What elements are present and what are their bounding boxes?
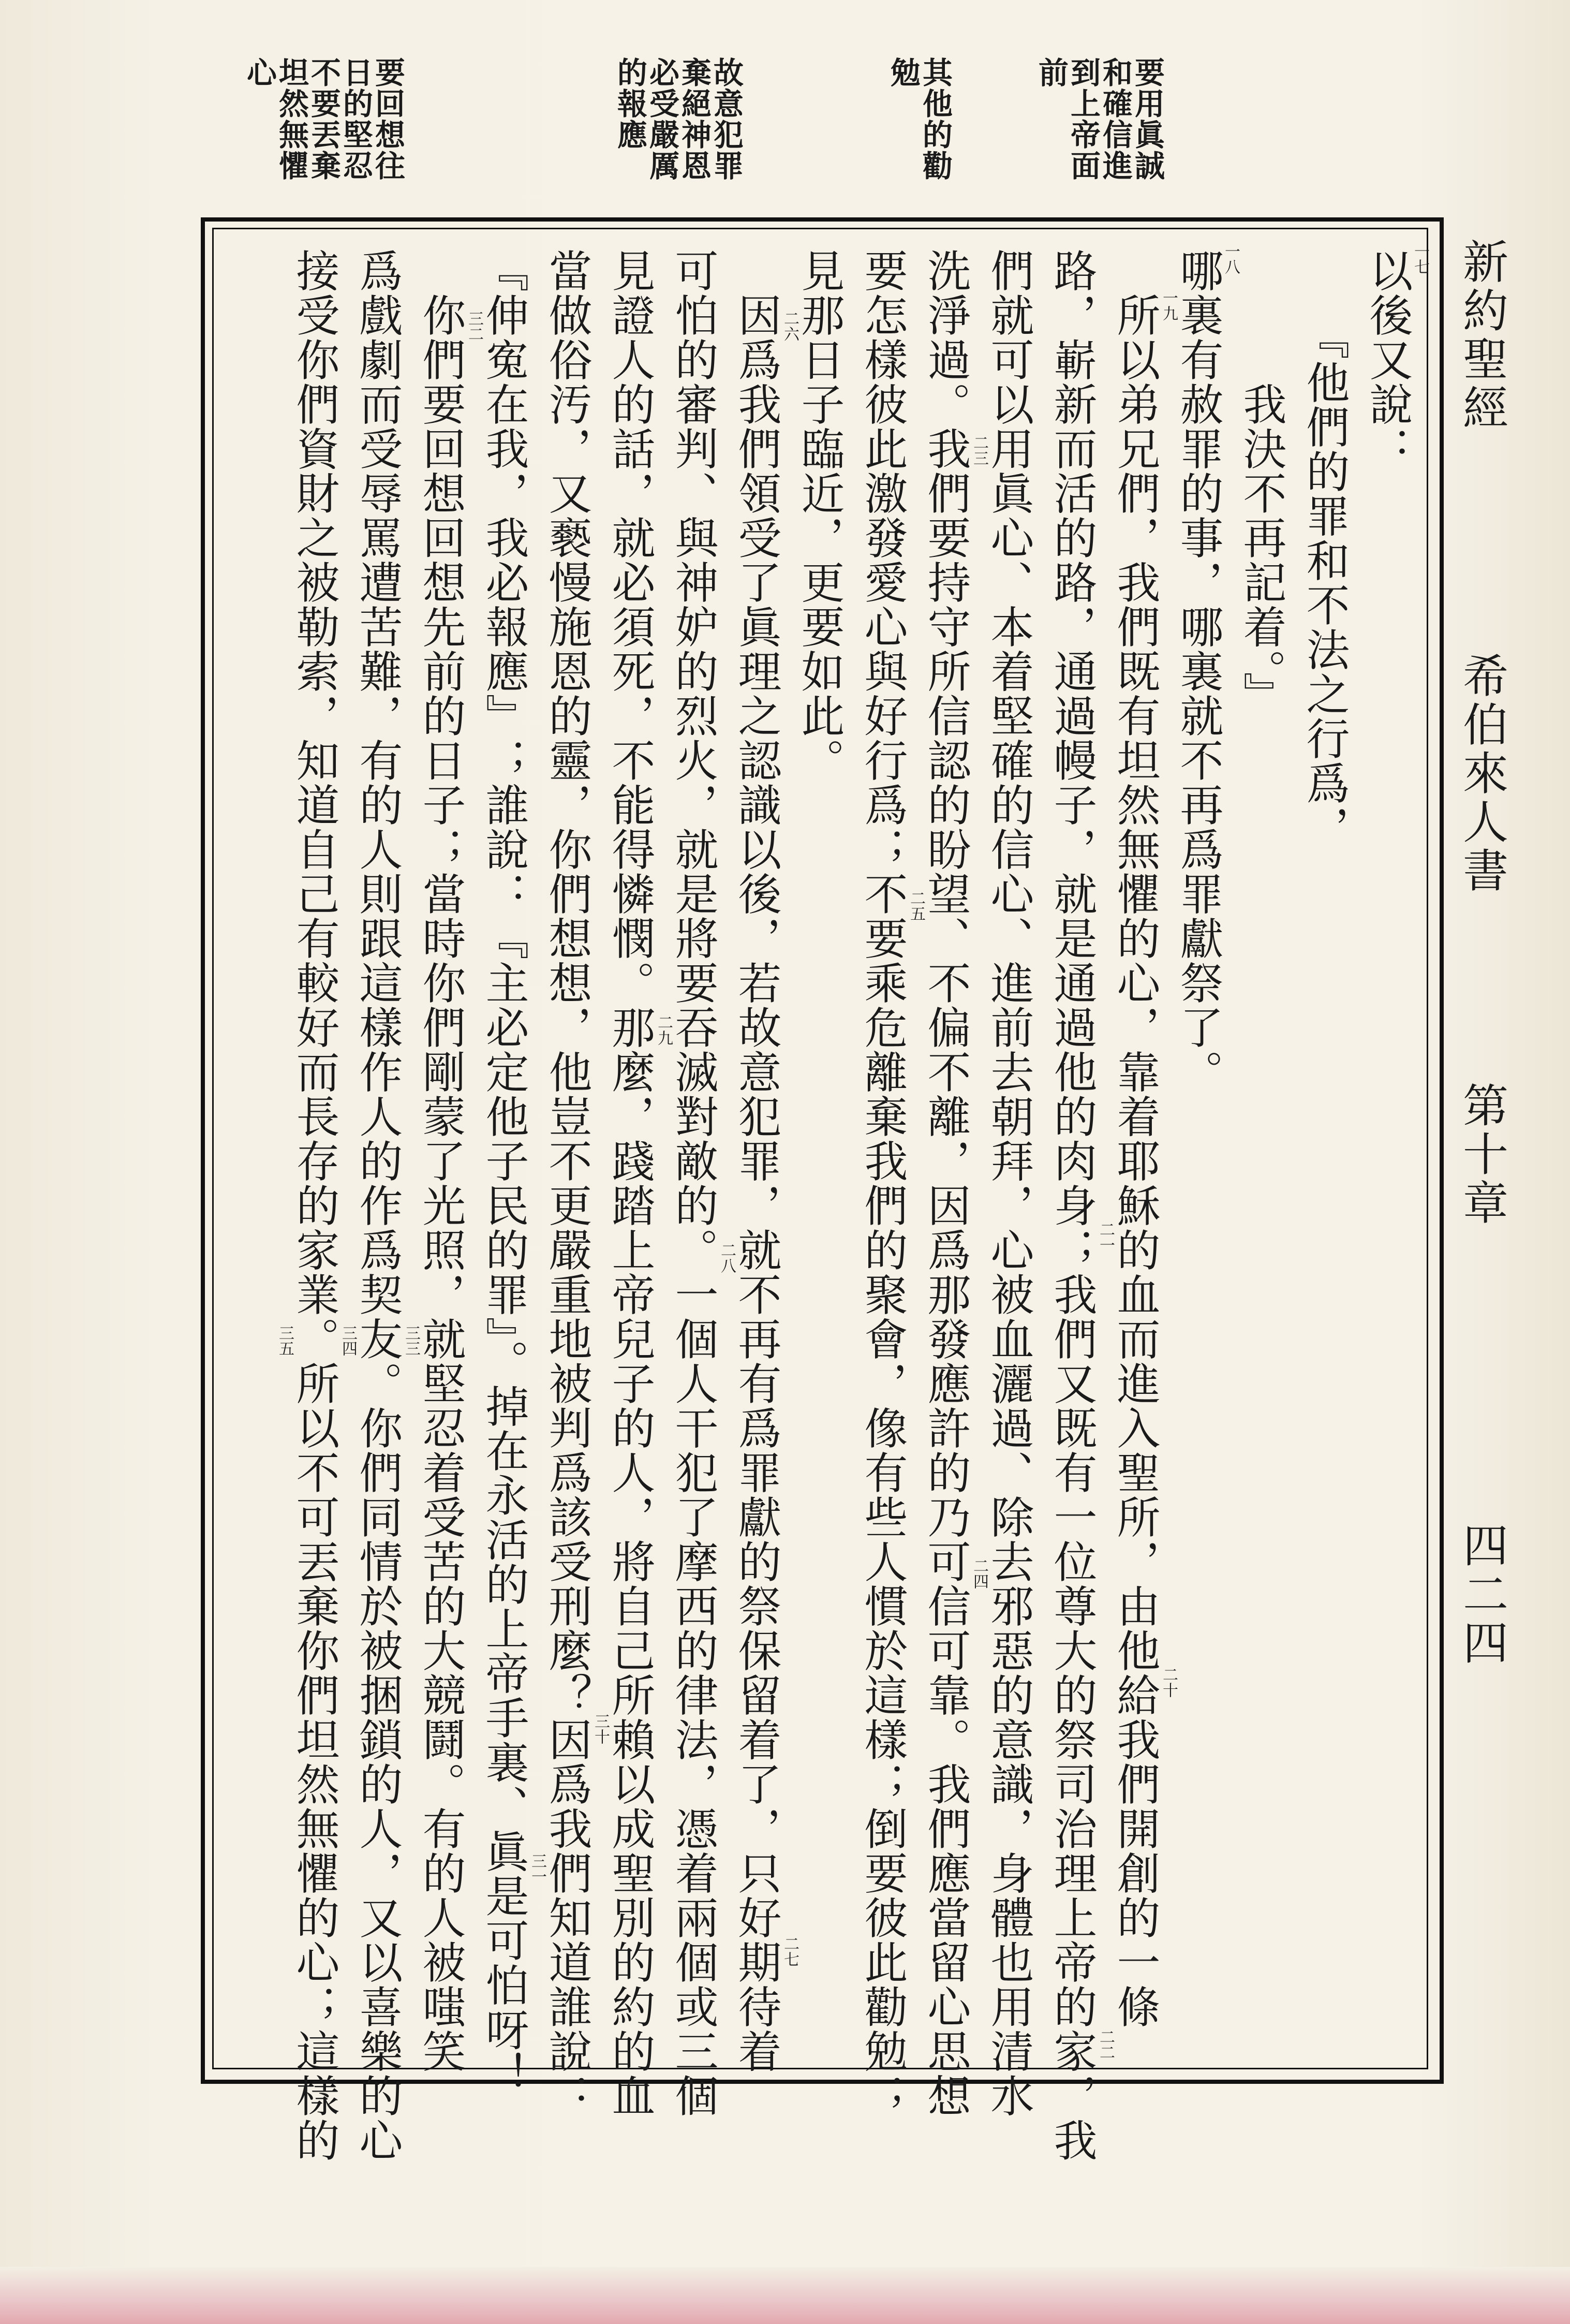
- side-note-line: 心: [242, 57, 277, 88]
- body-column: 路，嶄新而活的路，通過幔子，就是通過他的肉身；我們又既有一位尊大的祭司治理上帝的家，我: [1047, 248, 1098, 2163]
- body-column: 洗淨過。我們要持守所信認的盼望、不偏不離，因爲那發應許的乃可信可靠。我們應當留心思想: [921, 248, 971, 2118]
- side-note-line: 必受嚴厲: [644, 57, 679, 181]
- header-book-title: 新約聖經: [1456, 238, 1509, 433]
- body-column: 見證人的話，就必須死，不能得憐憫。那麼，踐踏上帝兒子的人，將自己所賴以成聖別的約的血: [605, 248, 656, 2118]
- body-column: 見那日子臨近，更要如此。: [794, 248, 845, 783]
- verse-number: 一七: [1411, 243, 1429, 274]
- header-epistle-title: 希伯來人書: [1456, 652, 1509, 895]
- header-chapter: 第十章: [1456, 1082, 1509, 1228]
- body-column: 因爲我們領受了眞理之認識以後，若故意犯罪，就不再有爲罪獻的祭保留着了，只好期待着: [731, 248, 782, 2073]
- verse-number: 一八: [1222, 243, 1240, 274]
- side-note-line: 不要丟棄: [306, 57, 341, 181]
- side-note-line: 的報應: [612, 57, 647, 150]
- side-note-line: 其他的勸: [917, 57, 953, 181]
- side-note-line: 到上帝面: [1065, 57, 1101, 181]
- verse-number: 三五: [276, 1325, 294, 1356]
- body-column: 以後又說：: [1362, 248, 1413, 471]
- verse-number: 二三: [970, 435, 988, 466]
- verse-number: 二一: [1097, 1222, 1115, 1253]
- body-column: 要怎樣彼此激發愛心與好行爲；不要乘危離棄我們的聚會，像有些人慣於這樣；倒要彼此勸勉；: [857, 248, 908, 2118]
- body-column: 『伸寃在我，我必報應』；誰說：『主必定他子民的罪』。掉在永活的上帝手裏、眞是可怕呀！: [479, 248, 529, 2096]
- side-note-line: 棄絕神恩: [676, 57, 712, 181]
- verse-number: 二四: [970, 1558, 988, 1589]
- verse-number: 二十: [1160, 1667, 1178, 1698]
- body-column: 們就可以用眞心、本着堅確的信心、進前去朝拜，心被血灑過、除去邪惡的意識，身體也用清水: [984, 248, 1034, 2118]
- side-note-line: 要回想往: [370, 57, 405, 181]
- body-column: 可怕的審判、與神妒的烈火，就是將要吞滅對敵的。一個人干犯了摩西的律法，憑着兩個或三個: [668, 248, 719, 2118]
- verse-number: 三四: [339, 1325, 357, 1356]
- body-column: 所以弟兄們，我們既有坦然無懼的心，靠着耶穌的血而進入聖所，由他給我們開創的一條: [1110, 248, 1161, 2029]
- header-page-number: 四二四: [1456, 1522, 1509, 1668]
- verse-number: 一九: [1160, 290, 1178, 321]
- verse-number: 二二: [1097, 2029, 1115, 2060]
- verse-number: 二七: [781, 1936, 799, 1967]
- body-column: 你們要回想回想先前的日子；當時你們剛蒙了光照，就堅忍着受苦的大競鬪。有的人被嗤笑: [416, 248, 466, 2073]
- verse-number: 二九: [655, 1014, 673, 1046]
- side-note-line: 勉: [885, 57, 921, 88]
- body-column: 哪裏有赦罪的事，哪裏就不再爲罪獻祭了。: [1173, 248, 1224, 1094]
- body-column: 我決不再記着。』: [1236, 248, 1287, 716]
- body-column: 接受你們資財之被勒索，知道自己有較好而長存的家業。所以不可丟棄你們坦然無懼的心；這樣的: [289, 248, 340, 2163]
- verse-number: 二八: [718, 1242, 736, 1273]
- page-edge: [0, 2267, 1570, 2324]
- side-note-line: 日的堅忍: [338, 57, 373, 181]
- side-note-line: 和確信進: [1098, 57, 1133, 181]
- side-note-line: 故意犯罪: [708, 57, 744, 181]
- verse-number: 三十: [591, 1713, 610, 1744]
- side-note-line: 坦然無懼: [274, 57, 309, 181]
- body-column: 爲戲劇而受辱罵遭苦難，有的人則跟這樣作人的作爲契友。你們同情於被捆鎖的人，又以喜樂的心: [352, 248, 403, 2163]
- verse-number: 二五: [907, 890, 925, 921]
- body-column: 『他們的罪和不法之行爲，: [1299, 248, 1350, 850]
- verse-number: 二六: [781, 311, 799, 342]
- verse-number: 三三: [402, 1325, 420, 1356]
- verse-number: 三一: [528, 1853, 546, 1884]
- side-note-line: 要用眞誠: [1130, 57, 1165, 181]
- verse-number: 三二: [465, 311, 483, 342]
- side-note-line: 前: [1033, 57, 1069, 88]
- body-column: 當做俗汚，又褻慢施恩的靈，你們想想，他豈不更嚴重地被判爲該受刑麼？因爲我們知道誰說：: [542, 248, 593, 2118]
